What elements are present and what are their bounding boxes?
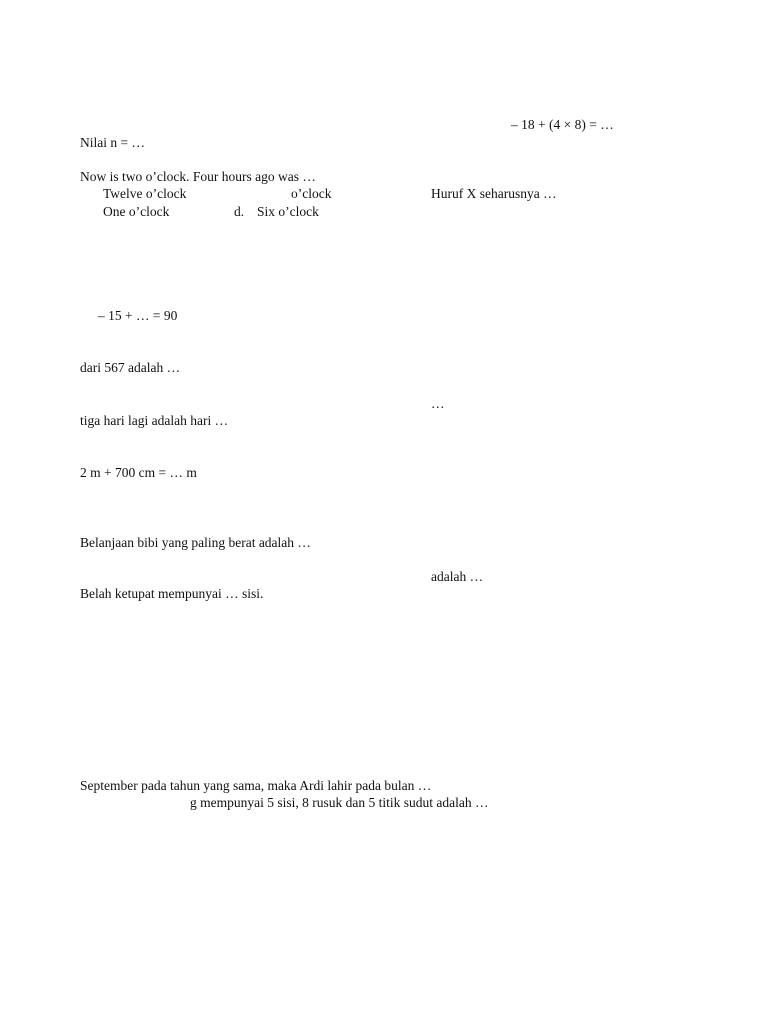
option-oclock: o’clock <box>291 186 332 201</box>
expression-minus-18: – 18 + (4 × 8) = … <box>511 117 614 132</box>
question-bangun-ruang: g mempunyai 5 sisi, 8 rusuk dan 5 titik sudut adalah … <box>190 795 489 810</box>
option-twelve-oclock: Twelve o’clock <box>103 186 187 201</box>
question-belanjaan-bibi: Belanjaan bibi yang paling berat adalah … <box>80 535 311 550</box>
question-belah-ketupat: Belah ketupat mempunyai … sisi. <box>80 586 264 601</box>
question-dari-567: dari 567 adalah … <box>80 360 181 375</box>
expression-minus-15: – 15 + … = 90 <box>98 308 178 323</box>
question-now-two-oclock: Now is two o’clock. Four hours ago was … <box>80 169 316 184</box>
option-one-oclock: One o’clock <box>103 204 170 219</box>
option-six-oclock: Six o’clock <box>257 204 319 219</box>
question-meter-conversion: 2 m + 700 cm = … m <box>80 465 197 480</box>
option-d-letter: d. <box>234 204 245 219</box>
question-tiga-hari: tiga hari lagi adalah hari … <box>80 413 229 428</box>
text-adalah: adalah … <box>431 569 484 584</box>
ellipsis-text: … <box>431 396 445 411</box>
question-nilai-n: Nilai n = … <box>80 135 145 150</box>
question-huruf-x: Huruf X seharusnya … <box>431 186 557 201</box>
question-september-ardi: September pada tahun yang sama, maka Ardi lahir pada bulan … <box>80 778 432 793</box>
